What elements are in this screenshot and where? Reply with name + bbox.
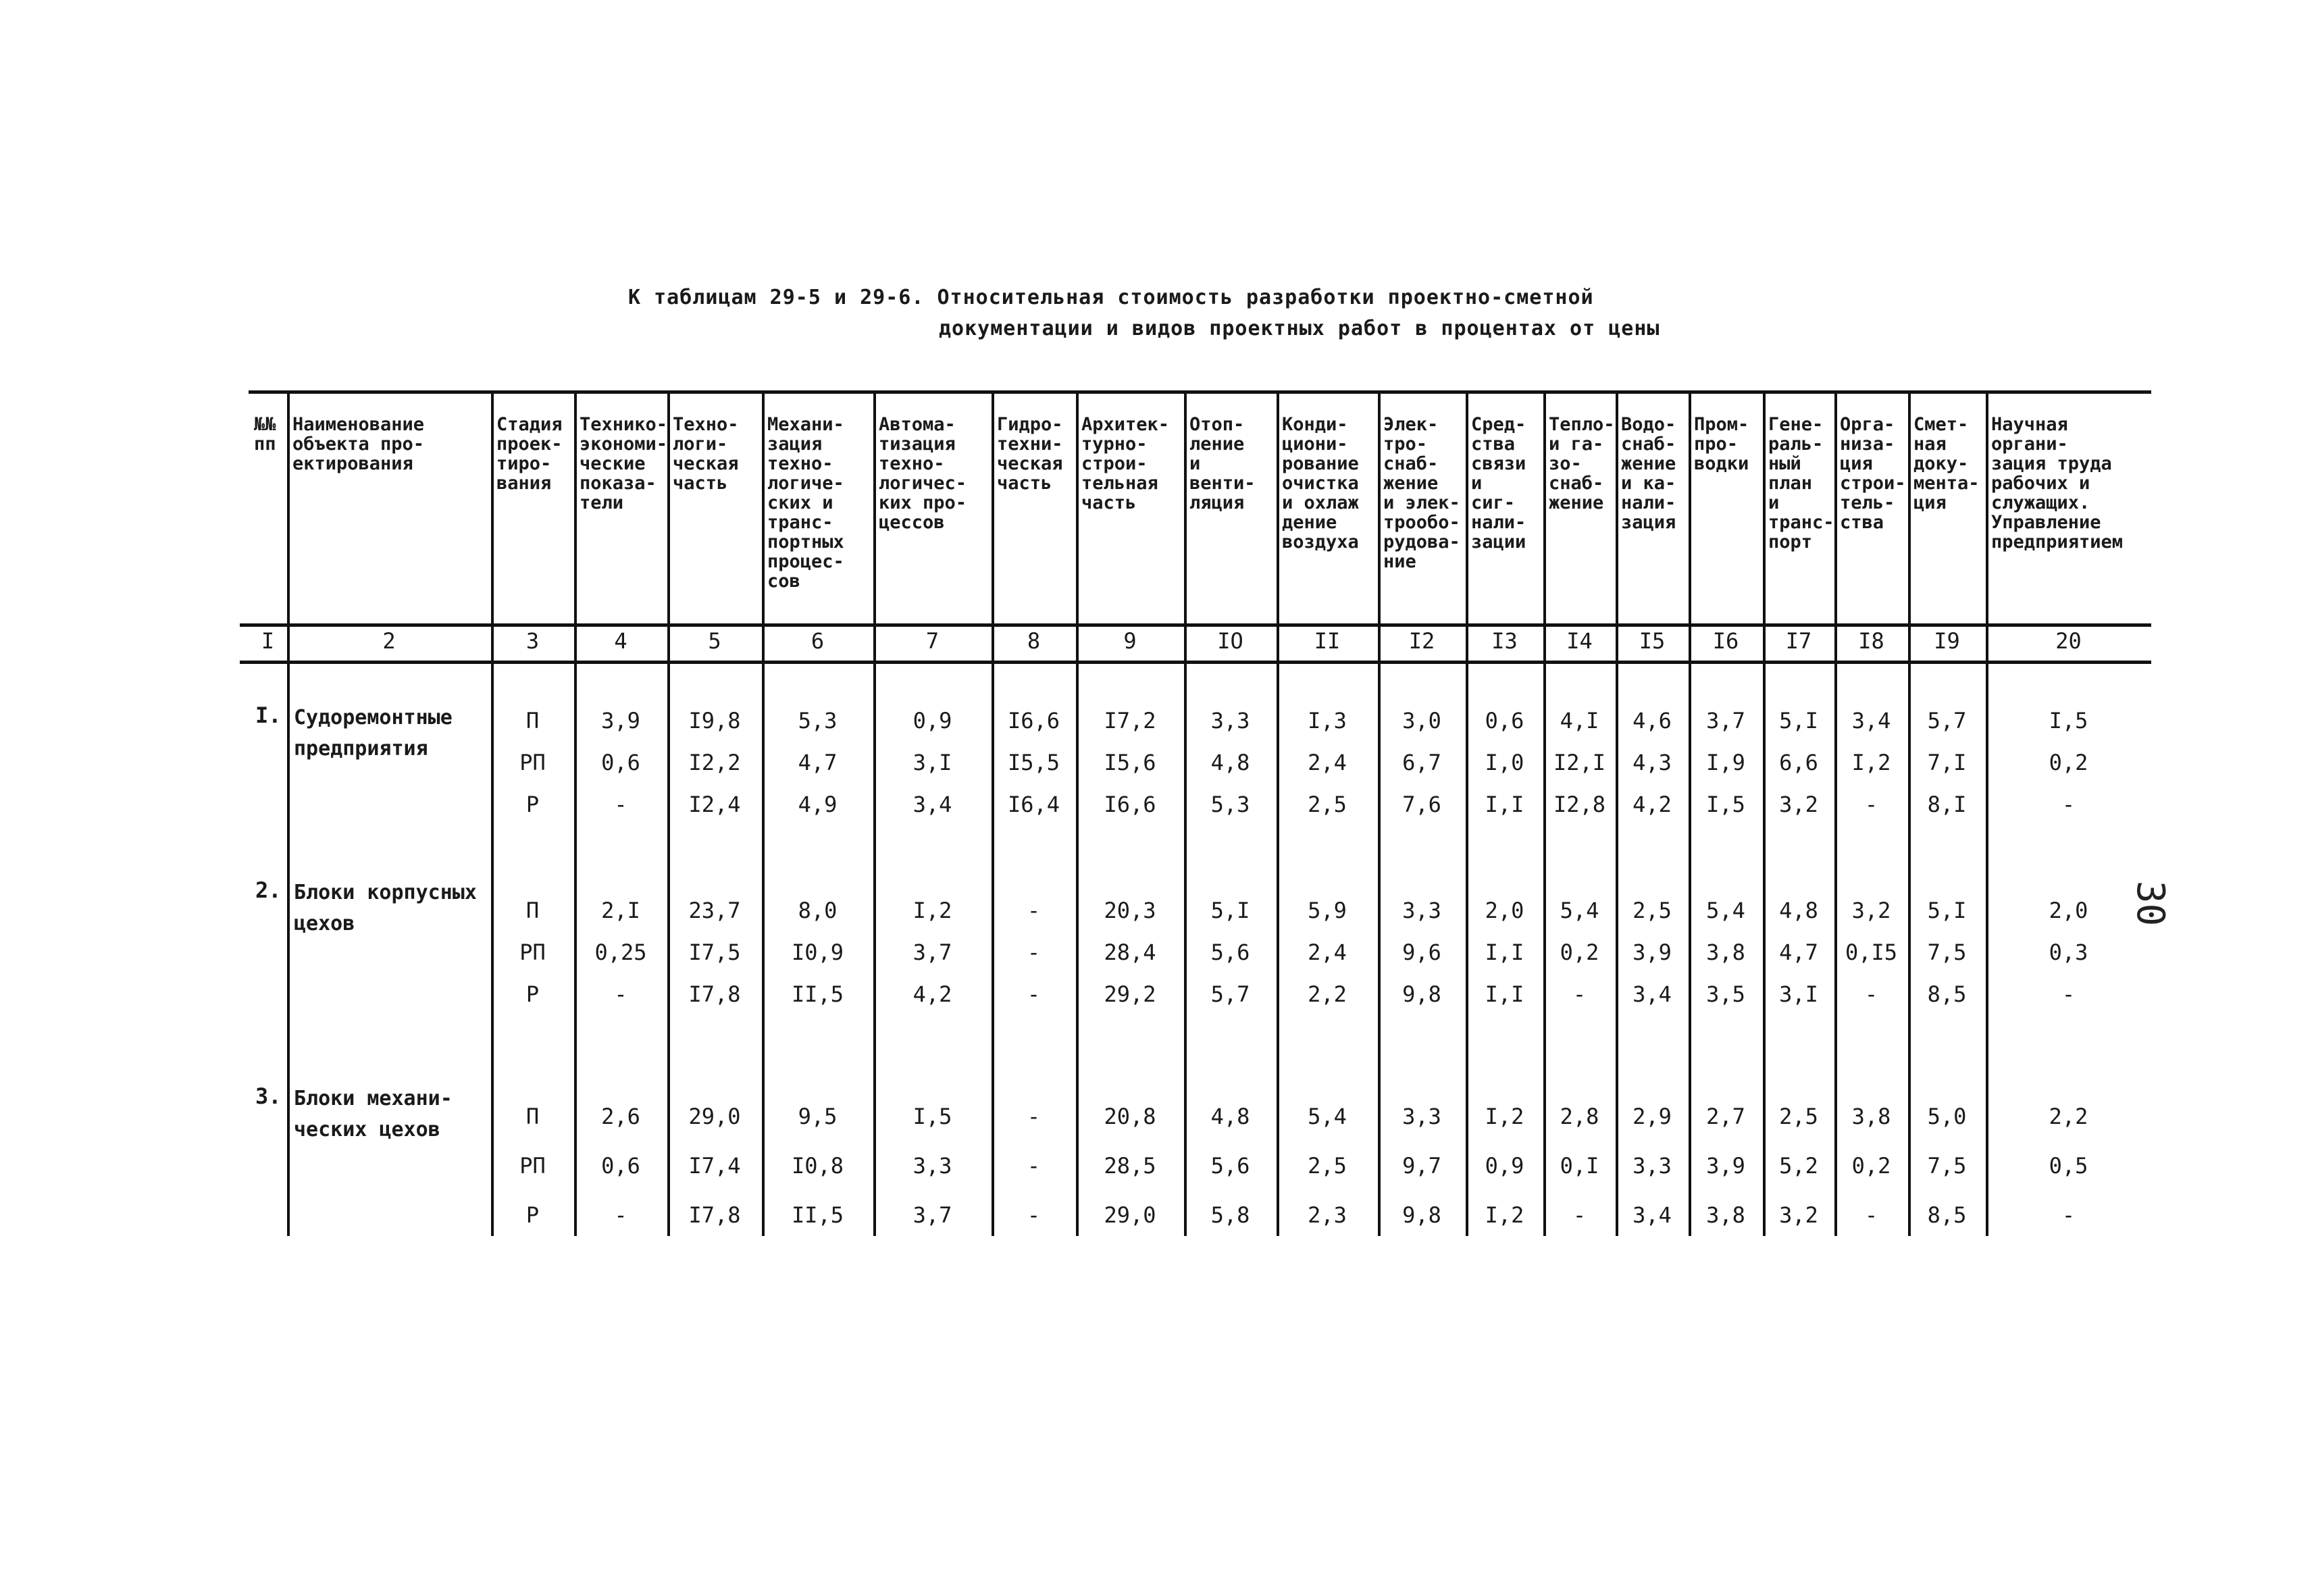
table-cell: I,2 (1851, 750, 1891, 775)
column-divider (1834, 390, 1837, 1236)
table-cell: I7,2 (1104, 708, 1156, 733)
table-cell: 6,6 (1779, 750, 1818, 775)
column-divider (491, 390, 494, 1236)
table-cell: 3,I (1779, 981, 1818, 1007)
table-cell: 20,3 (1104, 898, 1156, 923)
table-cell: 4,I (1560, 708, 1599, 733)
table-cell: 3,9 (1632, 939, 1672, 965)
table-cell: 9,8 (1402, 1202, 1441, 1228)
table-cell: 2,5 (1308, 792, 1347, 817)
table-cell: I,5 (1706, 792, 1745, 817)
table-cell: 3,3 (1402, 1104, 1441, 1129)
table-cell: 3,4 (1632, 981, 1672, 1007)
table-cell: - (1027, 1202, 1041, 1228)
column-header: Гидро- техни- ческая часть (997, 414, 1063, 494)
table-cell: 4,3 (1632, 750, 1672, 775)
table-cell: - (1572, 1202, 1587, 1228)
table-cell: 4,2 (912, 981, 952, 1007)
table-cell: 3,4 (1851, 708, 1891, 733)
table-cell: 9,8 (1402, 981, 1441, 1007)
column-number: I7 (1785, 628, 1812, 654)
column-header: Архитек- турно- строи- тельная часть (1081, 414, 1170, 513)
table-cell: 2,7 (1706, 1104, 1745, 1129)
table-cell: 3,9 (1706, 1153, 1745, 1179)
table-cell: 0,6 (601, 1153, 640, 1179)
table-cell: 2,2 (2049, 1104, 2088, 1129)
column-divider (1076, 390, 1079, 1236)
object-name: Блоки корпусных цехов (294, 881, 477, 935)
table-cell: I,5 (912, 1104, 952, 1129)
table-cell: РП (519, 1153, 546, 1179)
table-cell: - (2061, 792, 2076, 817)
table-cell: 7,I (1927, 750, 1967, 775)
table-cell: - (2061, 1202, 2076, 1228)
table-cell: Р (525, 792, 540, 817)
table-cell: I6,4 (1007, 792, 1060, 817)
table-cell: 3,3 (1210, 708, 1250, 733)
table-cell: 4,2 (1632, 792, 1672, 817)
column-number: II (1314, 628, 1341, 654)
caption-line-1: К таблицам 29-5 и 29-6. Относительная стоимость разработки проектно-сметной (628, 286, 1594, 309)
table-cell: 3,4 (912, 792, 952, 817)
table-cell: I7,5 (688, 939, 741, 965)
table-cell: 2,6 (601, 1104, 640, 1129)
table-cell: 3,8 (1706, 1202, 1745, 1228)
table-cell: 0,5 (2049, 1153, 2088, 1179)
table-cell: 5,2 (1779, 1153, 1818, 1179)
table-cell: - (614, 1202, 627, 1228)
column-header: Водо- снаб- жение и ка- нали- зация (1621, 414, 1676, 533)
table-cell: 29,2 (1104, 981, 1156, 1007)
table-cell: - (1027, 1104, 1041, 1129)
table-cell: 3,2 (1851, 898, 1891, 923)
group-number: I. (255, 702, 282, 728)
table-cell: 4,7 (1779, 939, 1818, 965)
table-cell: 3,0 (1402, 708, 1441, 733)
table-cell: 5,6 (1210, 1153, 1250, 1179)
table-cell: 2,9 (1632, 1104, 1672, 1129)
table-cell: 0,2 (2049, 750, 2088, 775)
table-cell: 8,0 (798, 898, 838, 923)
table-cell: - (1027, 981, 1041, 1007)
table-cell: I2,I (1553, 750, 1606, 775)
table-cell: 5,7 (1927, 708, 1967, 733)
column-number: 6 (811, 628, 825, 654)
table-cell: 5,I (1927, 898, 1967, 923)
page-number: 30 (2128, 880, 2173, 927)
table-cell: I,2 (1485, 1104, 1524, 1129)
column-divider (1466, 390, 1468, 1236)
table-cell: 7,5 (1927, 939, 1967, 965)
table-cell: I,0 (1485, 750, 1524, 775)
table-cell: 3,7 (912, 939, 952, 965)
table-cell: 29,0 (688, 1104, 741, 1129)
table-cell: 3,3 (1402, 898, 1441, 923)
table-cell: 5,9 (1308, 898, 1347, 923)
column-number: I5 (1639, 628, 1666, 654)
table-cell: 5,8 (1210, 1202, 1250, 1228)
column-divider (873, 390, 876, 1236)
table-cell: - (1864, 1202, 1878, 1228)
table-cell: - (1027, 939, 1041, 965)
column-divider (287, 390, 290, 1236)
table-cell: I6,6 (1007, 708, 1060, 733)
column-number: IO (1217, 628, 1243, 654)
table-cell: 8,5 (1927, 1202, 1967, 1228)
table-cell: 7,6 (1402, 792, 1441, 817)
column-number: I2 (1408, 628, 1435, 654)
table-cell: 3,4 (1632, 1202, 1672, 1228)
table-cell: - (1027, 898, 1041, 923)
table-cell: - (2061, 981, 2076, 1007)
table-cell: 23,7 (688, 898, 741, 923)
table-cell: 28,5 (1104, 1153, 1156, 1179)
table-cell: I7,4 (688, 1153, 741, 1179)
column-divider (1378, 390, 1381, 1236)
column-header: Сред- ства связи и сиг- нали- зации (1471, 414, 1526, 552)
column-number: 20 (2055, 628, 2082, 654)
table-cell: 3,3 (912, 1153, 952, 1179)
table-cell: 0,9 (912, 708, 952, 733)
group-number: 3. (255, 1083, 282, 1109)
table-cell: 9,7 (1402, 1153, 1441, 1179)
table-cell: Р (525, 981, 540, 1007)
table-cell: - (1864, 792, 1878, 817)
table-cell: I5,5 (1007, 750, 1060, 775)
column-header: Элек- тро- снаб- жение и элек- трообо- рудова- ние (1383, 414, 1460, 572)
column-number: 5 (708, 628, 721, 654)
column-header: Орга- низа- ция строи- тель- ства (1840, 414, 1906, 533)
table-cell: - (614, 981, 627, 1007)
table-cell: 3,2 (1779, 792, 1818, 817)
table-cell: 2,4 (1308, 750, 1347, 775)
table-cell: - (1864, 981, 1878, 1007)
table-cell: - (1027, 1153, 1041, 1179)
column-divider (762, 390, 765, 1236)
table-cell: I,9 (1706, 750, 1745, 775)
table-cell: 2,I (601, 898, 640, 923)
column-header: Конди- циони- рование очистка и охлаж дение воздуха (1282, 414, 1359, 552)
column-divider (992, 390, 994, 1236)
column-header: Техно- логи- ческая часть (673, 414, 739, 494)
column-header: Гене- раль- ный план и транс- порт (1768, 414, 1834, 552)
table-cell: I0,9 (791, 939, 844, 965)
table-cell: 0,I5 (1845, 939, 1898, 965)
column-header: №№ пп (254, 414, 276, 455)
column-divider (1763, 390, 1766, 1236)
column-number: 2 (382, 628, 396, 654)
table-cell: I,I (1485, 981, 1524, 1007)
table-cell: I2,2 (688, 750, 741, 775)
table-cell: 5,4 (1706, 898, 1745, 923)
table-cell: 2,0 (2049, 898, 2088, 923)
column-divider (1689, 390, 1691, 1236)
table-cell: 5,I (1779, 708, 1818, 733)
column-divider (667, 390, 670, 1236)
table-cell: 0,25 (594, 939, 647, 965)
table-cell: 29,0 (1104, 1202, 1156, 1228)
table-cell: I,I (1485, 939, 1524, 965)
table-cell: 3,7 (1706, 708, 1745, 733)
column-divider (574, 390, 577, 1236)
table-cell: 9,6 (1402, 939, 1441, 965)
table-cell: I,I (1485, 792, 1524, 817)
table-cell: РП (519, 939, 546, 965)
column-header: Смет- ная доку- мента- ция (1913, 414, 1980, 513)
table-cell: I6,6 (1104, 792, 1156, 817)
column-header: Технико- экономи- ческие показа- тели (580, 414, 668, 513)
table-cell: II,5 (791, 981, 844, 1007)
header-top-rule (249, 390, 2151, 394)
table-caption (628, 282, 1776, 344)
table-cell: 5,6 (1210, 939, 1250, 965)
table-cell: 4,9 (798, 792, 838, 817)
table-cell: 8,I (1927, 792, 1967, 817)
table-cell: 3,3 (1632, 1153, 1672, 1179)
header-bottom-rule (240, 623, 2151, 627)
table-cell: 5,3 (798, 708, 838, 733)
caption-line-2: документации и видов проектных работ в процентах от цены (939, 317, 1660, 340)
table-cell: I7,8 (688, 1202, 741, 1228)
column-number: 3 (525, 628, 540, 654)
table-cell: 5,4 (1560, 898, 1599, 923)
table-cell: 5,0 (1927, 1104, 1967, 1129)
table-cell: 0,2 (1560, 939, 1599, 965)
table-cell: 2,0 (1485, 898, 1524, 923)
table-cell: П (525, 898, 540, 923)
table-cell: 0,6 (1485, 708, 1524, 733)
table-cell: 0,I (1560, 1153, 1599, 1179)
table-cell: 3,5 (1706, 981, 1745, 1007)
table-cell: 8,5 (1927, 981, 1967, 1007)
column-number: 9 (1123, 628, 1137, 654)
table-cell: 0,6 (601, 750, 640, 775)
column-divider (1908, 390, 1911, 1236)
table-cell: П (525, 708, 540, 733)
table-cell: - (1572, 981, 1587, 1007)
table-cell: I,5 (2049, 708, 2088, 733)
table-cell: I9,8 (688, 708, 741, 733)
column-header: Научная органи- зация труда рабочих и служащих. Управление предприятием (1991, 414, 2124, 552)
table-cell: I2,4 (688, 792, 741, 817)
table-cell: 0,3 (2049, 939, 2088, 965)
column-number: I8 (1858, 628, 1884, 654)
table-cell: 3,I (912, 750, 952, 775)
table-cell: 0,9 (1485, 1153, 1524, 1179)
table-cell: II,5 (791, 1202, 844, 1228)
table-cell: РП (519, 750, 546, 775)
table-cell: I,2 (1485, 1202, 1524, 1228)
column-divider (1184, 390, 1187, 1236)
table-cell: 2,5 (1779, 1104, 1818, 1129)
table-cell: I0,8 (791, 1153, 844, 1179)
table-cell: 4,8 (1210, 1104, 1250, 1129)
table-cell: 2,8 (1560, 1104, 1599, 1129)
table-cell: 4,8 (1210, 750, 1250, 775)
table-cell: 3,9 (601, 708, 640, 733)
table-cell: I7,8 (688, 981, 741, 1007)
table-cell: I5,6 (1104, 750, 1156, 775)
column-header: Пром- про- водки (1694, 414, 1749, 474)
table-cell: 2,3 (1308, 1202, 1347, 1228)
table-cell: I,3 (1308, 708, 1347, 733)
table-cell: 3,2 (1779, 1202, 1818, 1228)
table-cell: I2,8 (1553, 792, 1606, 817)
table-cell: 2,4 (1308, 939, 1347, 965)
column-number: I (261, 628, 275, 654)
column-number: 8 (1027, 628, 1041, 654)
table-cell: 5,4 (1308, 1104, 1347, 1129)
column-header: Тепло- и га- зо- снаб- жение (1549, 414, 1615, 513)
column-divider (1277, 390, 1279, 1236)
table-cell: 20,8 (1104, 1104, 1156, 1129)
table-cell: Р (525, 1202, 540, 1228)
table-cell: 28,4 (1104, 939, 1156, 965)
table-cell: П (525, 1104, 540, 1129)
table-cell: 6,7 (1402, 750, 1441, 775)
table-cell: 4,6 (1632, 708, 1672, 733)
column-number: I6 (1712, 628, 1739, 654)
table-cell: 2,5 (1308, 1153, 1347, 1179)
column-header: Отоп- ление и венти- ляция (1189, 414, 1256, 513)
column-header: Механи- зация техно- логиче- ских и транс- портных процес- сов (767, 414, 844, 592)
column-header: Наименование объекта про- ектирования (292, 414, 425, 474)
table-cell: - (614, 792, 627, 817)
column-header: Автома- тизация техно- логичес- ких про- цессов (879, 414, 967, 533)
table-cell: 3,8 (1706, 939, 1745, 965)
number-row-rule (240, 661, 2151, 664)
table-cell: 2,5 (1632, 898, 1672, 923)
column-number: 4 (614, 628, 627, 654)
table-cell: 4,8 (1779, 898, 1818, 923)
column-divider (1616, 390, 1618, 1236)
column-header: Стадия проек- тиро- вания (496, 414, 563, 494)
group-number: 2. (255, 877, 282, 903)
table-cell: 5,I (1210, 898, 1250, 923)
table-cell: 3,7 (912, 1202, 952, 1228)
table-cell: 5,7 (1210, 981, 1250, 1007)
column-divider (1543, 390, 1546, 1236)
table-cell: 2,2 (1308, 981, 1347, 1007)
table-cell: I,2 (912, 898, 952, 923)
table-cell: 7,5 (1927, 1153, 1967, 1179)
table-cell: 5,3 (1210, 792, 1250, 817)
table-cell: 9,5 (798, 1104, 838, 1129)
column-number: 7 (925, 628, 940, 654)
column-number: I3 (1491, 628, 1518, 654)
column-divider (1986, 390, 1988, 1236)
table-cell: 4,7 (798, 750, 838, 775)
table-cell: 3,8 (1851, 1104, 1891, 1129)
object-name: Блоки механи- ческих цехов (294, 1087, 453, 1141)
column-number: I4 (1566, 628, 1593, 654)
object-name: Судоремонтные предприятия (294, 706, 453, 761)
column-number: I9 (1934, 628, 1960, 654)
table-cell: 0,2 (1851, 1153, 1891, 1179)
